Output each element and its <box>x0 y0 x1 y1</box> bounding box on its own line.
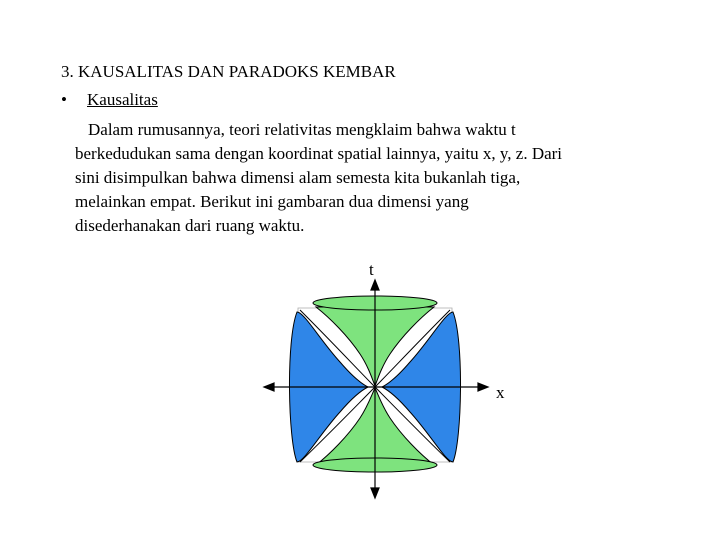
paragraph-line-3: sini disimpulkan bahwa dimensi alam semesta kita bukanlah tiga, <box>75 168 521 187</box>
x-axis-label: x <box>496 383 505 402</box>
bullet-item-kausalitas <box>61 89 158 111</box>
bullet-symbol: • <box>61 90 67 109</box>
paragraph-line-5: disederhanakan dari ruang waktu. <box>75 216 305 235</box>
paragraph-line-4: melainkan empat. Berikut ini gambaran dua dimensi yang <box>75 192 469 211</box>
paragraph-line-1: Dalam rumusannya, teori relativitas mengklaim bahwa waktu t <box>88 120 516 139</box>
slide-heading: 3. KAUSALITAS DAN PARADOKS KEMBAR <box>61 62 396 81</box>
paragraph-line-2: berkedudukan sama dengan koordinat spatial lainnya, yaitu x, y, z. Dari <box>75 144 563 163</box>
spacetime-diagram <box>260 255 520 505</box>
t-axis-label: t <box>369 260 374 279</box>
bullet-label: Kausalitas <box>87 90 158 109</box>
body-paragraph <box>75 118 688 238</box>
